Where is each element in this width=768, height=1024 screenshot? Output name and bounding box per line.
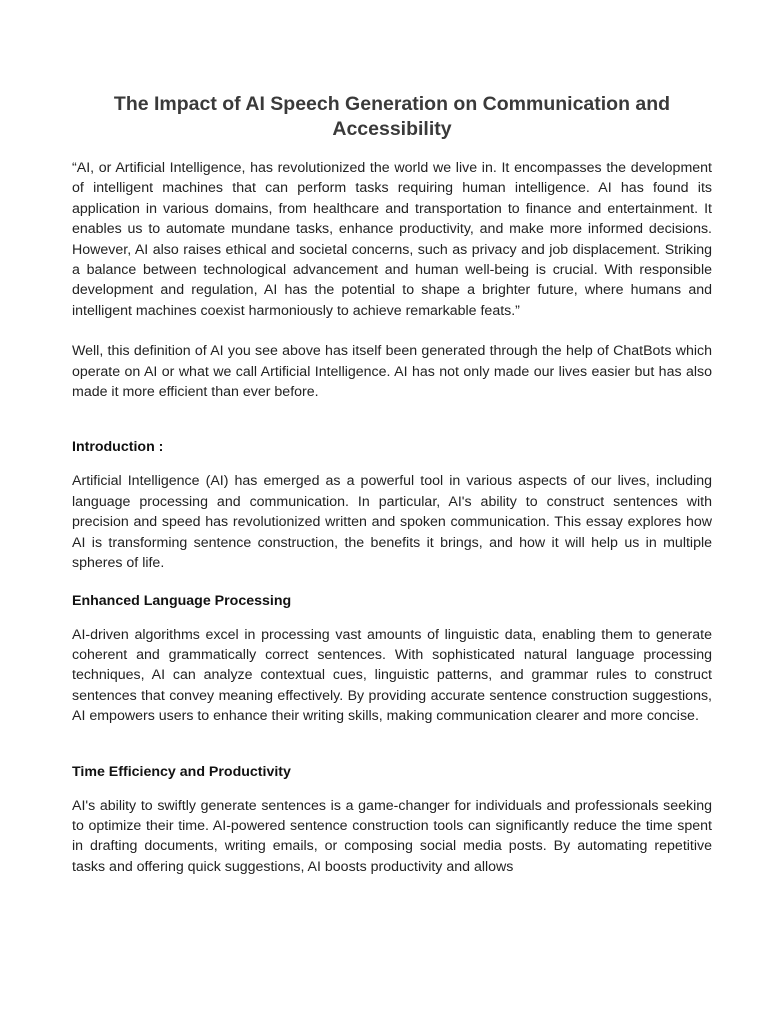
time-efficiency-heading: Time Efficiency and Productivity	[72, 763, 291, 780]
chatbot-remark-paragraph: Well, this definition of AI you see above has itself been generated through the help of ChatBots which operate on AI or what we call Artificial Intelligence. AI has not only made our lives easier but has also made it more efficient than ever before.	[72, 343, 712, 401]
time-efficiency-paragraph: AI's ability to swiftly generate sentences is a game-changer for individuals and professionals seeking to optimize their time. AI-powered sentence construction tools can significantly reduce the time spent in drafting documents, writing emails, or composing social media posts. By automating repetitive tasks and offering quick suggestions, AI boosts productivity and allows	[72, 797, 712, 875]
introduction-paragraph: Artificial Intelligence (AI) has emerged as a powerful tool in various aspects of our lives, including language processing and communication. In particular, AI's ability to construct sentences with precision and speed has revolutionized written and spoken communication. This essay explores how AI is transforming sentence construction, the benefits it brings, and how it will help us in multiple spheres of life.	[72, 473, 712, 572]
document-page	[72, 92, 712, 877]
enhanced-language-processing-heading: Enhanced Language Processing	[72, 592, 292, 609]
introduction-heading: Introduction :	[72, 439, 164, 456]
ai-definition-quote: “AI, or Artificial Intelligence, has revolutionized the world we live in. It encompasses the development of intelligent machines that can perform tasks requiring human intelligence. AI has found its application in various domains, from healthcare and transportation to finance and entertainment. It enables us to automate mundane tasks, enhance productivity, and make more informed decisions. However, AI also raises ethical and societal concerns, such as privacy and job displacement. Striking a balance between technological advancement and human well-being is crucial. With responsible development and regulation, AI has the potential to shape a brighter future, where humans and intelligent machines coexist harmoniously to achieve remarkable feats.”	[72, 160, 712, 319]
document-title: The Impact of AI Speech Generation on Communication and Accessibility	[113, 93, 671, 140]
enhanced-language-processing-paragraph: AI-driven algorithms excel in processing vast amounts of linguistic data, enabling them to generate coherent and grammatically correct sentences. With sophisticated natural language processing techniques, AI can analyze contextual cues, linguistic patterns, and grammar rules to construct sentences that convey meaning effectively. By providing accurate sentence construction suggestions, AI empowers users to enhance their writing skills, making communication clearer and more concise.	[72, 626, 712, 725]
